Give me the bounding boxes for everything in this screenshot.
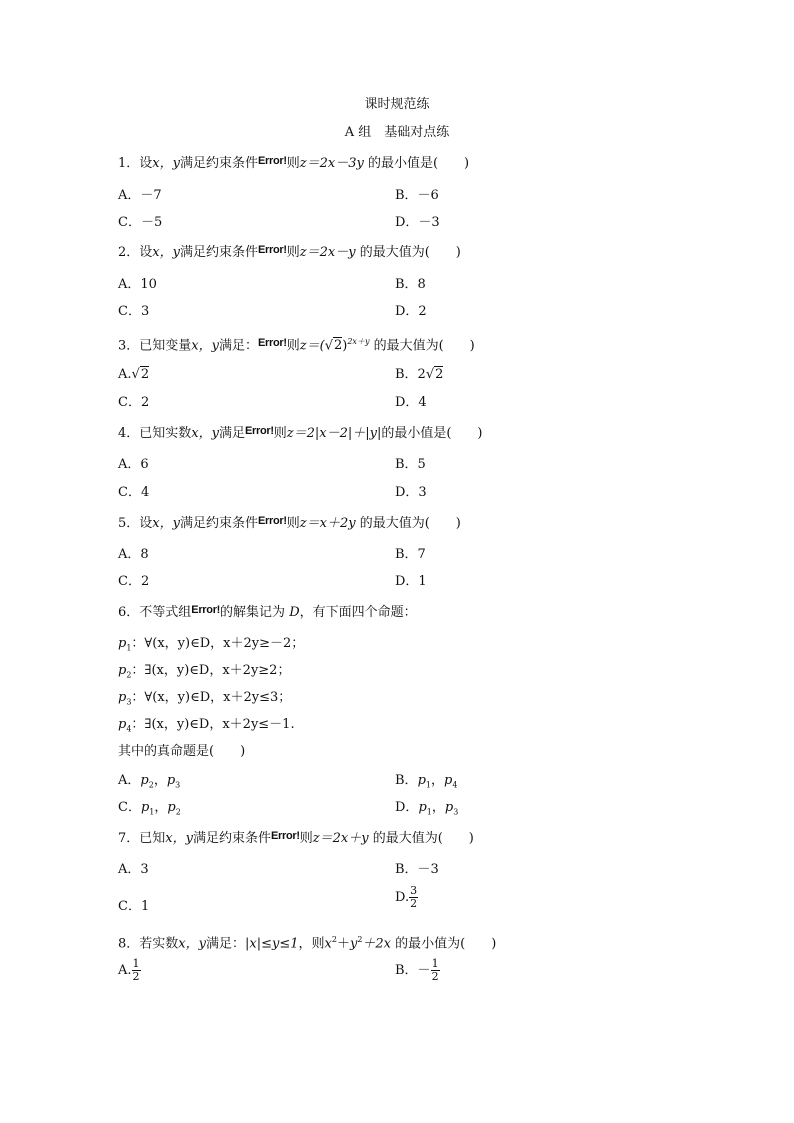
- proposition-p4: $p_4$：∃(x，y)∈D，x＋2y≤－1.: [118, 717, 295, 734]
- q7-option-a: A．3: [118, 862, 149, 877]
- question-4: 4．已知实数x，y满足$^{Error!}$则z＝2|x－2|＋|y|的最小值是( ): [118, 425, 483, 441]
- q8-option-a: A. $\frac{1}{2}$: [118, 957, 140, 983]
- q4-option-b: B．5: [395, 457, 426, 472]
- q5-option-d: D．1: [395, 574, 427, 589]
- proposition-p2: $p_2$：∃(x，y)∈D，x＋2y≥2；: [118, 663, 291, 680]
- error-placeholder: Error!: [270, 830, 300, 842]
- error-placeholder: Error!: [257, 515, 287, 527]
- q7-option-d: D. $\frac{3}{2}$: [395, 884, 418, 910]
- page-title: 课时规范练: [364, 97, 430, 112]
- proposition-p1: $p_1$：∀(x，y)∈D，x＋2y≥－2；: [118, 636, 305, 653]
- q1-option-c: C．－5: [118, 215, 163, 230]
- q3-option-b: B．2√2: [395, 367, 444, 382]
- question-8: 8．若实数x，y满足：|x|≤y≤1，则$x^2+y^2+2x$ 的最小值为( ): [118, 935, 497, 952]
- fraction: $\frac{1}{2}$: [132, 957, 140, 983]
- fraction: $\frac{1}{2}$: [431, 957, 439, 983]
- q3-option-a: A.√2: [118, 367, 150, 382]
- error-placeholder: Error!: [257, 244, 287, 256]
- error-placeholder: Error!: [257, 337, 287, 350]
- fraction: $\frac{3}{2}$: [410, 884, 418, 910]
- q3-option-d: D．4: [395, 395, 427, 410]
- question-7: 7．已知x，y满足约束条件$^{Error!}$则z＝2x＋y 的最大值为( ): [118, 830, 474, 846]
- q5-option-b: B．7: [395, 547, 426, 562]
- proposition-p3: $p_3$：∀(x，y)∈D，x＋2y≤3；: [118, 690, 292, 707]
- error-placeholder: Error!: [244, 425, 274, 437]
- q3-option-c: C．2: [118, 395, 150, 410]
- error-placeholder: Error!: [257, 155, 287, 167]
- q4-option-c: C．4: [118, 485, 150, 500]
- section-subtitle: A 组 基础对点练: [344, 125, 450, 140]
- q7-option-c: C．1: [118, 899, 150, 914]
- q8-option-b: B．－ $\frac{1}{2}$: [395, 957, 439, 983]
- q2-option-b: B．8: [395, 277, 426, 292]
- question-6: 6．不等式组$^{Error!}$的解集记为 D，有下面四个命题：: [118, 604, 417, 620]
- q6-option-a: A．$p_2$，$p_3$: [118, 773, 181, 790]
- q5-option-c: C．2: [118, 574, 150, 589]
- q6-option-d: D．$p_1$，$p_3$: [395, 800, 459, 817]
- q1-option-b: B．－6: [395, 188, 439, 203]
- q5-option-a: A．8: [118, 547, 149, 562]
- error-placeholder: Error!: [191, 604, 221, 616]
- q6-option-c: C．$p_1$，$p_2$: [118, 800, 181, 817]
- question-2: 2．设x，y满足约束条件$^{Error!}$则z＝2x－y 的最大值为( ): [118, 244, 461, 260]
- q6-option-b: B．$p_1$，$p_4$: [395, 773, 458, 790]
- question-5: 5．设x，y满足约束条件$^{Error!}$则z＝x＋2y 的最大值为( ): [118, 515, 461, 531]
- q7-option-b: B．－3: [395, 862, 439, 877]
- question-1: 1．设x，y满足约束条件$^{Error!}$则z＝2x－3y 的最小值是( ): [118, 155, 470, 171]
- q1-option-d: D．－3: [395, 215, 440, 230]
- q4-option-a: A．6: [118, 457, 149, 472]
- question-3: 3．已知变量x，y满足：$^{Error!}$则$z=(√2)^{2x+y}$ 的最大值为( ): [118, 337, 475, 354]
- q2-option-a: A．10: [118, 277, 157, 292]
- q6-closing: 其中的真命题是( ): [118, 744, 246, 759]
- q2-option-c: C．3: [118, 304, 150, 319]
- q4-option-d: D．3: [395, 485, 427, 500]
- q1-option-a: A．－7: [118, 188, 162, 203]
- q2-option-d: D．2: [395, 304, 427, 319]
